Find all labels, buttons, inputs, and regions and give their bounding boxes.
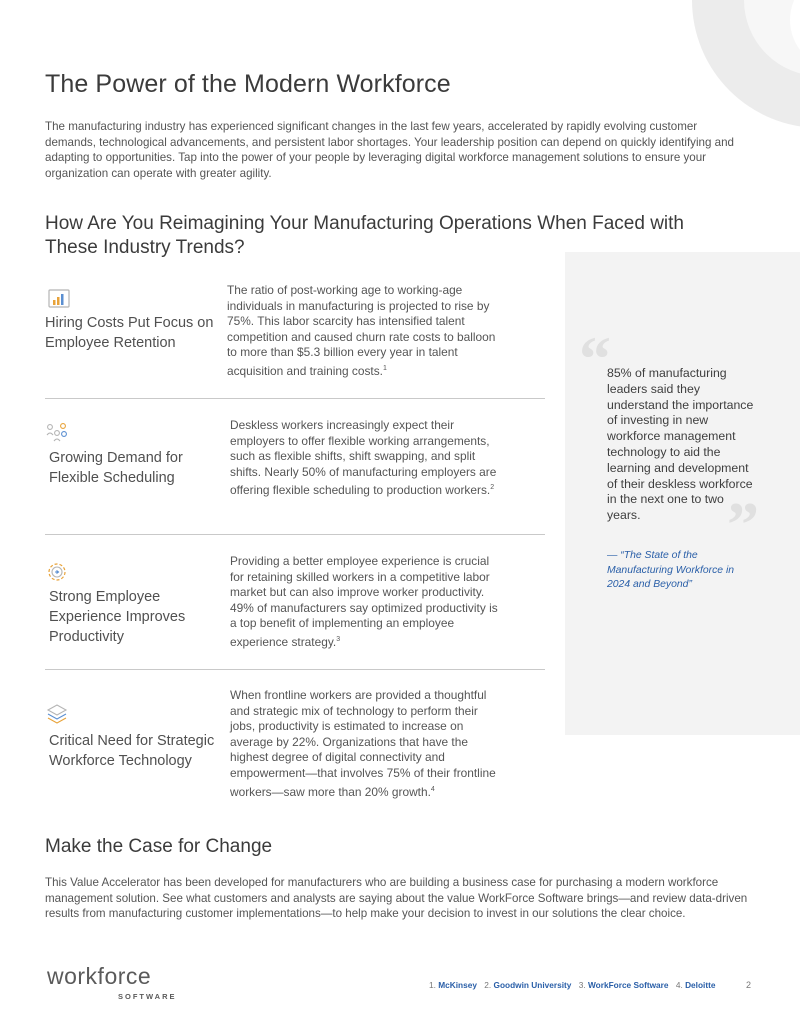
close-quote-icon: ” <box>727 489 759 560</box>
reference-item: 2. Goodwin University <box>484 980 572 990</box>
trend-description: When frontline workers are provided a thoughtful and strategic mix of technology to perform their jobs, productivity is estimated to increase on average by 22%. Organizations that have the highest degree of digital connectivity and empowerment—that involves 75% of their frontline workers—saw more than 20% growth.$^4$ <box>230 688 496 799</box>
trend-title: Hiring Costs Put Focus on Employee Retention <box>45 315 214 351</box>
page-title: The Power of the Modern Workforce <box>45 70 451 98</box>
logo-word: workforce <box>47 963 152 989</box>
trend-title: Growing Demand for Flexible Scheduling <box>49 450 183 486</box>
divider <box>45 534 545 535</box>
divider <box>45 398 545 399</box>
trend-description: Deskless workers increasingly expect their employers to offer flexible working arrangements, such as flexible shifts, shift swapping, and split shifts. Nearly 50% of manufacturing employers are offering flexible scheduling to production workers.$^2$ <box>230 418 497 498</box>
quote-text: 85% of manufacturing leaders said they understand the importance of investing in new workforce management technology to aid the learning and development of their deskless workforce in the next one to two years. <box>607 366 754 523</box>
intro-paragraph: The manufacturing industry has experienced significant changes in the last few years, accelerated by rapidly evolving customer demands, technological advancements, and persistent labor shortages. Your leadership position can depend on quickly identifying and adapting to opportunities. Tap into the power of your people by leveraging digital workforce management solutions to ensure your organization can operate with greater agility. <box>45 120 734 181</box>
trend-description: Providing a better employee experience is crucial for retaining skilled workers in a competitive labor market but can also improve worker productivity. 49% of manufacturers say optimized productivity is a top benefit of implementing an employee experience strategy.$^3$ <box>230 554 498 649</box>
people-icon <box>45 421 69 445</box>
layers-icon <box>45 702 69 726</box>
reference-item: 1. McKinsey <box>429 980 477 990</box>
open-quote-icon: “ <box>579 323 611 394</box>
workforce-logo <box>47 963 187 1003</box>
chart-icon <box>47 287 71 311</box>
case-paragraph: This Value Accelerator has been developed for manufacturers who are building a business case for purchasing a modern workforce management solution. See what customers and analysts are saying about the value WorkForce Software brings—and review data-driven results from manufacturing customer implementations—to help make your decision to invest in our solutions the clear choice. <box>45 876 748 921</box>
page-number: 2 <box>746 980 752 990</box>
trend-title: Strong Employee Experience Improves Productivity <box>49 589 186 645</box>
reference-item: 4. Deloitte <box>675 980 716 990</box>
gear-icon <box>45 560 69 584</box>
corner-decoration <box>690 0 800 130</box>
references <box>429 980 721 990</box>
trend-title: Critical Need for Strategic Workforce Technology <box>49 733 215 769</box>
reference-item: 3. WorkForce Software <box>578 980 669 990</box>
section-title: How Are You Reimagining Your Manufacturing Operations When Faced with These Industry Trends? <box>45 213 684 258</box>
divider <box>45 669 545 670</box>
logo-subtitle: SOFTWARE <box>118 992 177 1001</box>
quote-source: — “The State of the Manufacturing Workforce in 2024 and Beyond” <box>607 550 735 590</box>
case-title: Make the Case for Change <box>45 836 273 857</box>
trend-description: The ratio of post-working age to working-age individuals in manufacturing is projected to rise by 75%. This labor scarcity has intensified talent competition and caused churn rate costs to balloon to more than $5.3 billion every year in talent acquisition and training costs.$^1$ <box>227 283 496 378</box>
quote-callout <box>565 252 800 735</box>
